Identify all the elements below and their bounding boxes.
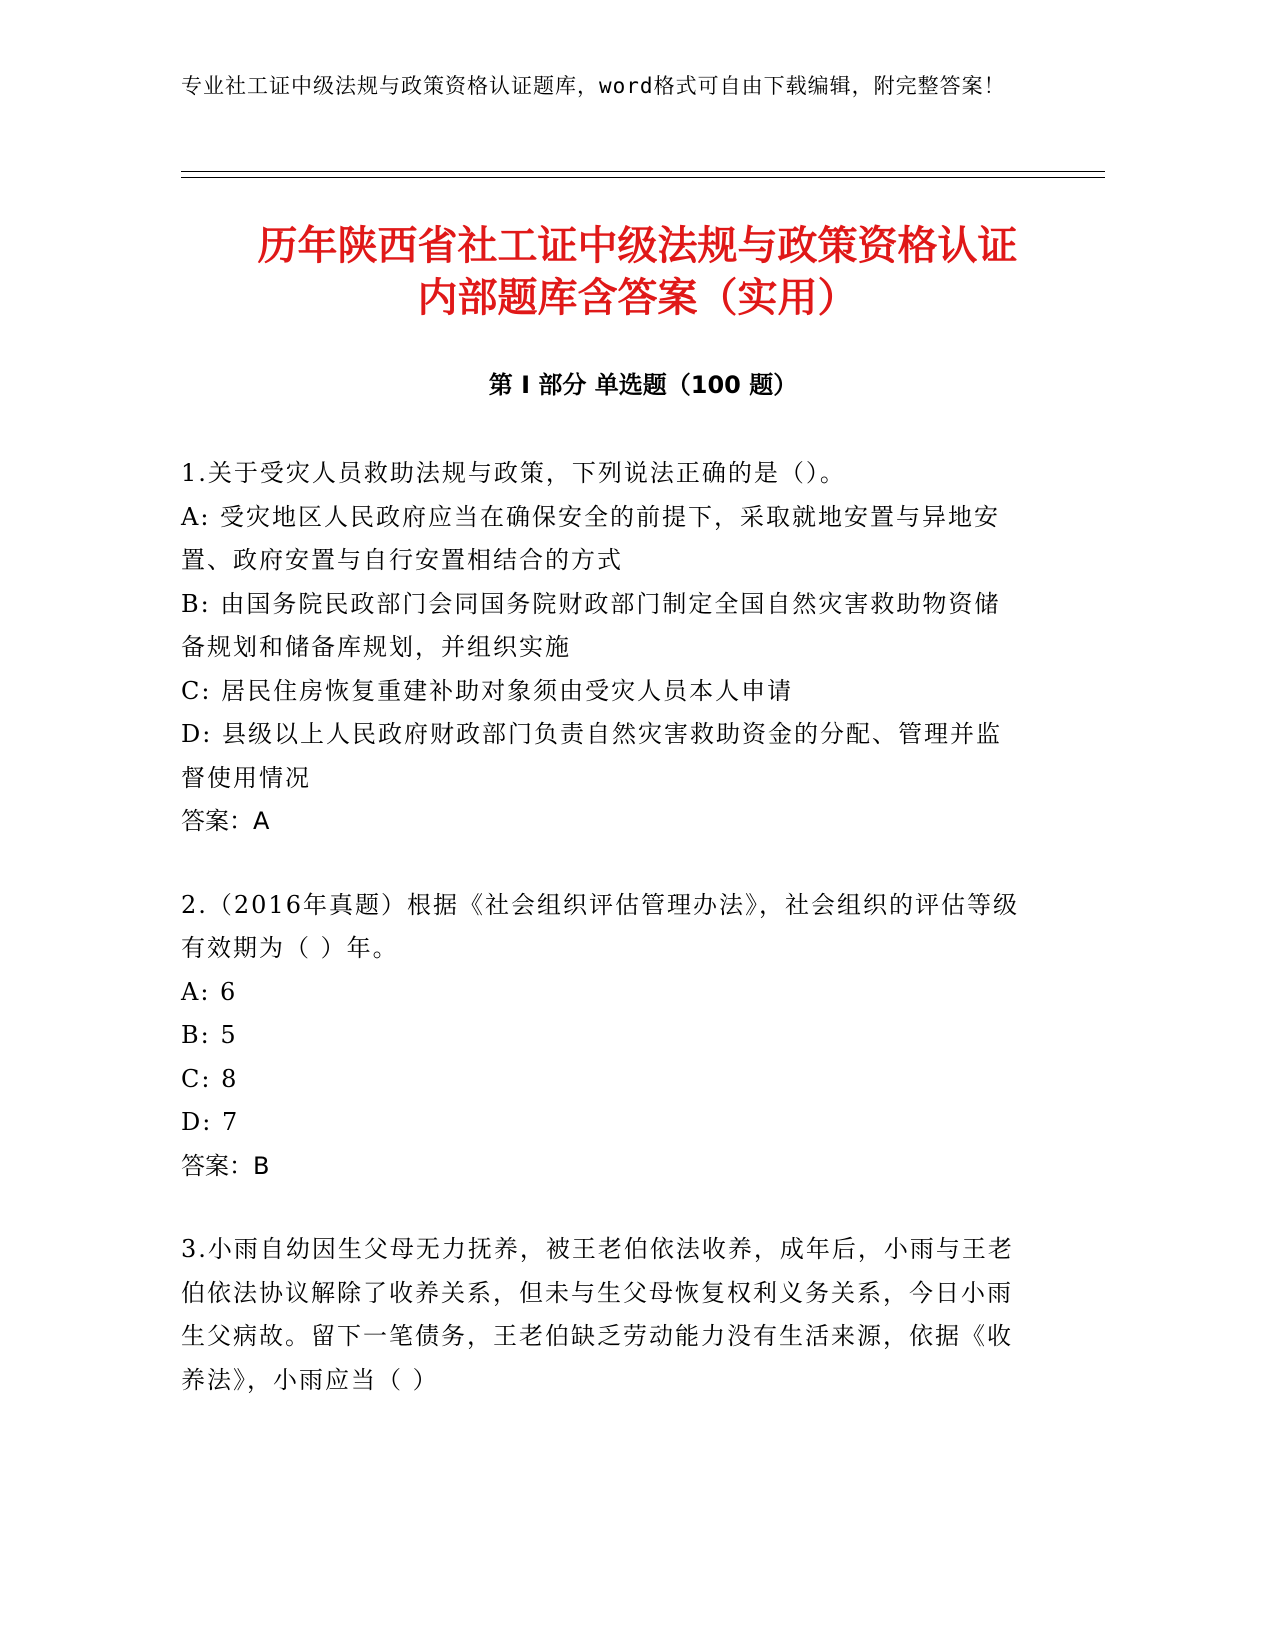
header-rule-top	[181, 171, 1105, 172]
header-rule-bottom	[181, 177, 1105, 178]
option-c: C: 8	[181, 1064, 239, 1093]
option-b: B: 5	[181, 1021, 238, 1049]
question-stem: 1.关于受灾人员救助法规与政策，下列说法正确的是（）。	[181, 459, 846, 487]
question-stem: 3.小雨自幼因生父母无力抚养，被王老伯依法收养，成年后，小雨与王老伯依法协议解除了收养关系，但未与生父母恢复权利义务关系，今日小雨生父病故。留下一笔债务，王老伯缺乏劳动能力没有生活来源，依据《收养法》，小雨应当（ ）	[181, 1235, 1014, 1394]
option-c: C: 居民住房恢复重建补助对象须由受灾人员本人申请	[181, 676, 794, 705]
option-d: D: 县级以上人民政府财政部门负责自然灾害救助资金的分配、管理并监督使用情况	[181, 720, 1002, 792]
question-list	[181, 452, 1026, 1442]
title-line-2: 内部题库含答案（实用）	[417, 275, 858, 321]
option-a: A: 6	[181, 977, 238, 1006]
title-line-1: 历年陕西省社工证中级法规与政策资格认证	[257, 223, 1018, 269]
option-d: D: 7	[181, 1108, 240, 1136]
question-stem: 2.（2016年真题）根据《社会组织评估管理办法》，社会组织的评估等级有效期为（ ）年。	[181, 890, 1019, 962]
header-note: 专业社工证中级法规与政策资格认证题库，word格式可自由下载编辑，附完整答案！	[181, 74, 1006, 98]
answer-line: 答案：A	[181, 807, 270, 835]
section-title: 第 I 部分 单选题（100 题）	[488, 371, 798, 399]
option-a: A: 受灾地区人民政府应当在确保安全的前提下，采取就地安置与异地安置、政府安置与自行安置相结合的方式	[181, 502, 1001, 574]
document-title	[150, 220, 1125, 324]
option-b: B: 由国务院民政部门会同国务院财政部门制定全国自然灾害救助物资储备规划和储备库规划，并组织实施	[181, 589, 1001, 661]
question-2	[181, 884, 1026, 1189]
question-1	[181, 452, 1026, 844]
answer-line: 答案：B	[181, 1151, 270, 1180]
question-3	[181, 1228, 1026, 1402]
